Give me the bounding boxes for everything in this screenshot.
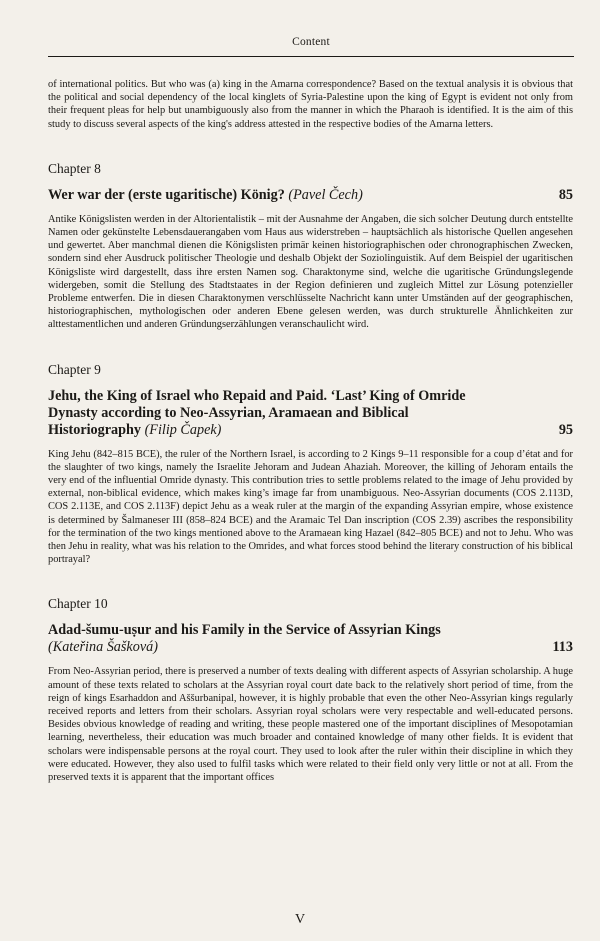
chapter-abstract: Antike Königslisten werden in der Altorientalistik – mit der Ausnahme der Angaben, die sich solcher Deutung durch entstellte Namen oder gekünstelte Lebensdauerangaben vom Haus aus widerstreben – hauptsächlich als historische Quellen angesehen und gewertet. Aber manchmal dienen die Königslisten primär keinen historiographischen oder chronographischen Zwecken, sondern sind eher Ausdruck politischer Theologie und deshalb Objekt der Soziolinguistik. Auf dem Beispiel der ugaritischen Königsliste wird dargestellt, dass ihre ersten Namen sog. Charaktonyme sind, welche die ugaritische Gründungslegende widergeben, somit die Stellung des Stadtstaates in der Region definieren und zugleich Mittel zur Lösung potenzieller Probleme entwerfen. Die in diesen Charaktonymen verschlüsselte Nachricht kann unter Umständen auf der geographischen, historiographischen, mythologischen oder anderen Ebene gelesen werden, was durch strukturelle Ähnlichkeiten zur alttestamentlichen und anderen Gründungserzählungen veranschaulicht wird. <box>48 213 573 331</box>
running-head: Content <box>292 36 330 48</box>
chapter-title-text: Adad-šumu-uṣur and his Family in the Service of Assyrian Kings <box>48 622 441 639</box>
chapter-page-number: 95 <box>558 421 573 438</box>
chapter-label: Chapter 9 <box>48 361 101 377</box>
chapter-heading-row <box>48 388 573 439</box>
intro-paragraph: of international politics. But who was (a) king in the Amarna correspondence? Based on the textual analysis it is obvious that the political and social dependency of the local kinglets of Syria-Palestine upon the king of Egypt is evident not only from their frequent pleas for help but unambiguously also from the manner in which the Pharaoh is identified. It is the aim of this study to discuss several aspects of the king's address attested in the respective bodies of the Amarna letters. <box>48 79 573 130</box>
chapter-heading-row <box>48 622 573 656</box>
chapter-title <box>48 187 488 204</box>
chapter-author: (Pavel Čech) <box>288 186 363 203</box>
chapter-page-number: 85 <box>558 186 573 203</box>
chapter-label: Chapter 10 <box>48 596 108 612</box>
chapter-title <box>48 388 488 439</box>
chapter-abstract: King Jehu (842–815 BCE), the ruler of the Northern Israel, is according to 2 Kings 9–11 responsible for a coup d’état and for the slaughter of two kings, namely the Israelite Jehoram and Judean Ahaziah. Moreover, the killing of Jehoram entails the very end of the influential Omride dynasty. This contribution tries to settle problems related to the image of Jehu provided by external, non-biblical evidence, which makes king’s image far from unambiguous. Neo-Assyrian documents (COS 2.113D, COS 2.113E, and COS 2.113F) depict Jehu as a weak ruler at the margin of the expanding Assyrian empire, whose existence is determined by Šalmaneser III (858–824 BCE) and the Aramaic Tel Dan inscription (COS 2.39) ascribes the responsibility for the termination of the two kings mentioned above to the Aramaean king Hazael (842–805 BCE) and not to Jehu. Who was then Jehu in reality, what was his relation to the Omrides, and what forces stood behind the literary construction of his biblical portrayal? <box>48 448 573 566</box>
chapter-abstract: From Neo-Assyrian period, there is preserved a number of texts dealing with different aspects of Assyrian scholarship. A huge amount of these texts related to scholars at the Assyrian royal court date back to the relatively short period of time, from the reign of kings Esarhaddon and Aššurbanipal, however, it is highly probable that even the other Neo-Assyrian kings regularly received reports and letters from their scholars. Assyrian royal scholars were very respectable and well-educated persons. Besides obvious knowledge of reading and writing, these people mastered one of the important disciplines of Mesopotamian learning, nevertheless, their education was much broader and contained knowledge of many other fields. It is evident that scholars were indispensable persons at the royal court. They used to look after the ruler within their discipline in which they were educated. However, they also used to fulfil tasks which were related to their field only very little or not at all. From the preserved texts it is apparent that the important offices <box>48 666 573 784</box>
chapter-label: Chapter 8 <box>48 160 101 176</box>
page-folio: V <box>294 912 306 927</box>
chapter-author: (Kateřina Šašková) <box>48 639 158 656</box>
chapter-8 <box>48 161 573 332</box>
chapter-title <box>48 622 488 656</box>
chapter-heading-row <box>48 187 573 204</box>
chapter-10 <box>48 596 573 784</box>
header-rule <box>48 56 574 57</box>
chapter-page-number: 113 <box>552 639 573 656</box>
page-content <box>48 78 573 784</box>
chapter-author: (Filip Čapek) <box>144 421 222 438</box>
chapter-9 <box>48 362 573 567</box>
chapter-title-text: Wer war der (erste ugaritische) König? <box>48 186 285 203</box>
chapter-title-text: Jehu, the King of Israel who Repaid and Paid. ‘Last’ King of Omride Dynasty according to Neo-Assyrian, Aramaean and Biblical Historiography <box>48 387 466 438</box>
